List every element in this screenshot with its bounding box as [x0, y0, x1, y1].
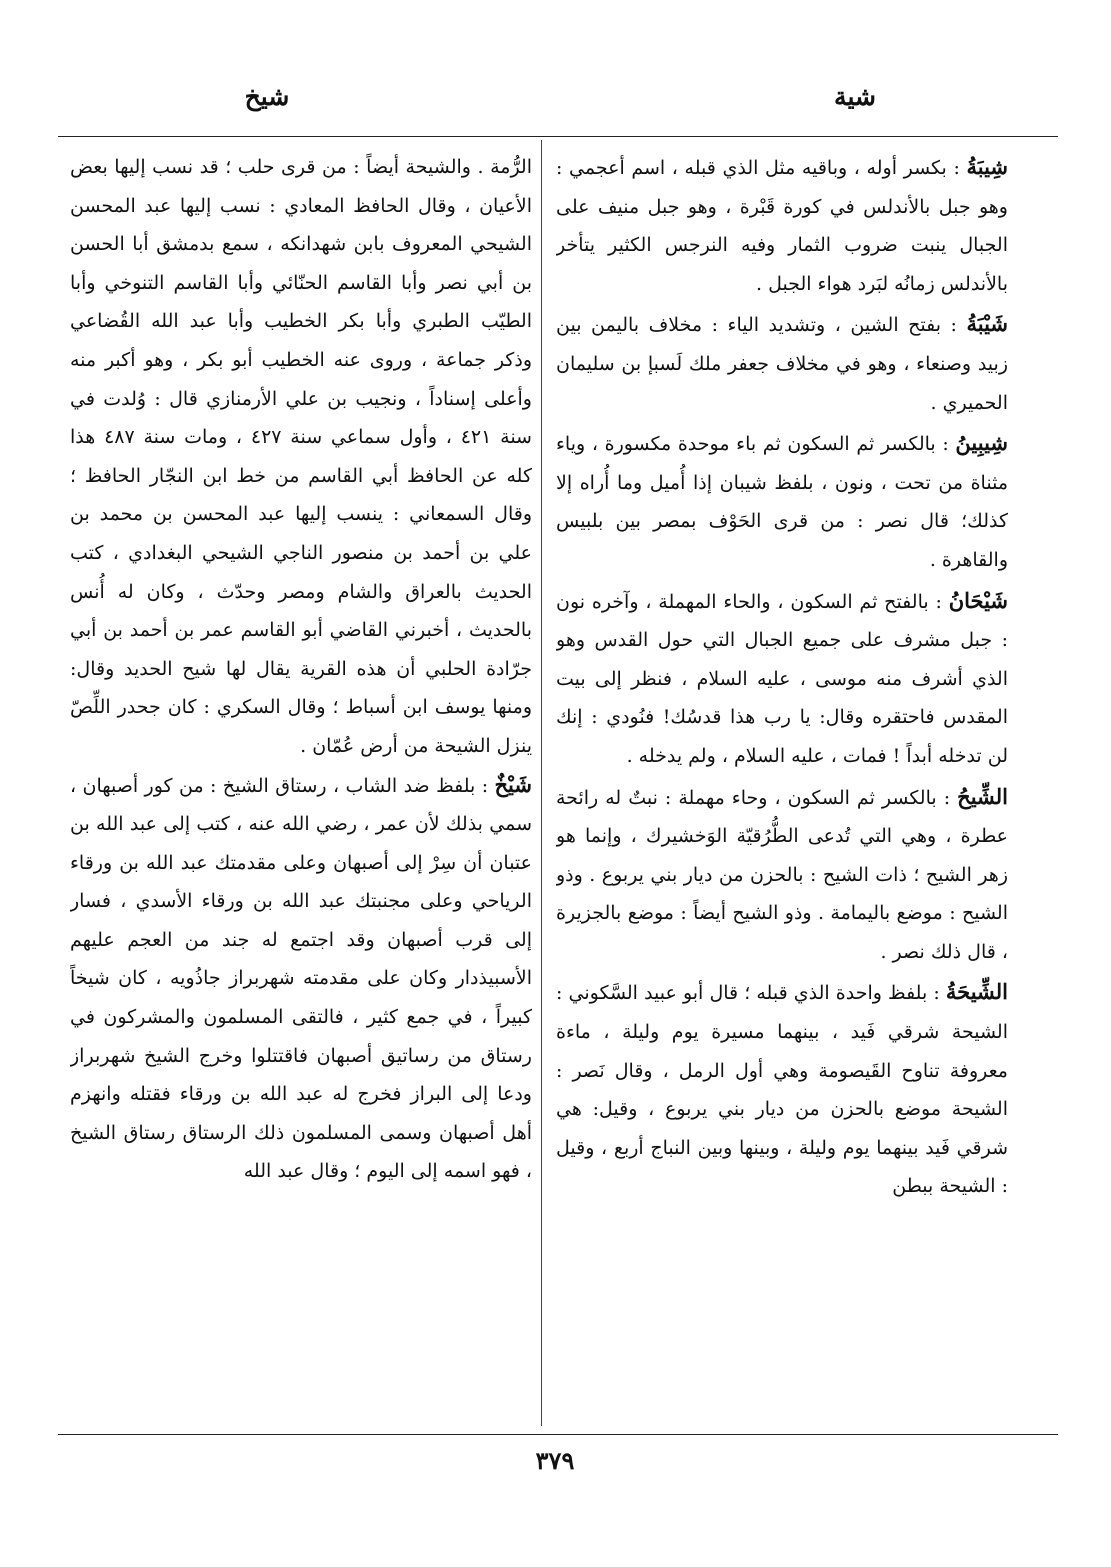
entry-text: بكسر أوله ، وباقيه مثل الذي قبله ، اسم أعجمي : وهو جبل بالأندلس في كورة قَبْرة ، وهو جبل منيف على الجبال ينبت ضروب الثمار وفيه النرجس الكثير يتأخر بالأندلس زمانُه لبَرد هواء الجبل .	[556, 157, 1008, 295]
entry-text: بالفتح ثم السكون ، والحاء المهملة ، وآخره نون : جبل مشرف على جميع الجبال التي حول القدس وهو الذي أشرف منه موسى ، عليه السلام ، فنظر إلى بيت المقدس فاحتقره وقال: يا رب هذا قدسُك! فنُودي : إنك لن تدخله أبداً ! فمات ، عليه السلام ، ولم يدخله .	[556, 590, 1008, 767]
entry-text: بفتح الشين ، وتشديد الياء : مخلاف باليمن بين زبيد وصنعاء ، وهو في مخلاف جعفر ملك لَسبإ بن سليمان الحميري .	[556, 314, 1008, 414]
entry	[556, 424, 1008, 579]
page-number: ٣٧٩	[535, 1446, 575, 1475]
entry	[556, 778, 1008, 972]
entry-text: بالكسر ثم السكون ، وحاء مهملة : نبتٌ له رائحة عطرة ، وهي التي تُدعى الطُّرُقيّة الوَخشيرك ، وإنما هو زهر الشيح ؛ ذات الشيح : بالحزن من ديار بني يربوع . وذو الشيح : موضع باليمامة . وذو الشيح أيضاً : موضع بالجزيرة ، قال ذلك نصر .	[556, 786, 1008, 963]
entry-headword: شِيبِينُ	[955, 430, 1008, 456]
running-header-left: شيخ	[244, 82, 290, 111]
footer-rule	[58, 1434, 1058, 1435]
left-column	[70, 148, 532, 1432]
running-header-right: شية	[834, 82, 876, 111]
entry-headword: شِيبَةُ	[966, 154, 1008, 179]
header-rule	[58, 136, 1058, 137]
entry	[556, 305, 1008, 422]
continuation-text: الرُّمة . والشيحة أيضاً : من قرى حلب ؛ قد نسب إليها بعض الأعيان ، وقال الحافظ المعادي : نسب إليها عبد المحسن الشيحي المعروف بابن شهدانكه ، سمع بدمشق أبا الحسن بن أبي نصر وأبا القاسم الحنّائي وأبا القاسم التنوخي وأبا الطيّب الطبري وأبا بكر الخطيب وأبا عبد الله القُضاعي وذكر جماعة ، وروى عنه الخطيب أبو بكر ، وهو أكبر منه وأعلى إسناداً ، ونجيب بن علي الأرمنازي قال : وُلدت في سنة ٤٢١ ، وأول سماعي سنة ٤٢٧ ، ومات سنة ٤٨٧ هذا كله عن الحافظ أبي القاسم من خط ابن النجّار الحافظ ؛ وقال السمعاني : ينسب إليها عبد المحسن بن محمد بن علي بن أحمد بن منصور الناجي الشيحي البغدادي ، كتب الحديث بالعراق والشام ومصر وحدّث ، وكان له أُنس بالحديث ، أخبرني القاضي أبو القاسم عمر بن أحمد بن أبي جرّادة الحلبي أن هذه القرية يقال لها شيح الحديد وقال: ومنها يوسف ابن أسباط ؛ وقال السكري : كان جحدر اللِّصّ ينزل الشيحة من أرض عُمّان .	[70, 156, 532, 757]
headword-separator: :	[935, 433, 956, 456]
headword-separator: :	[928, 590, 949, 613]
entry	[556, 148, 1008, 303]
entry	[556, 973, 1008, 1206]
entry	[70, 766, 532, 1192]
entry-text: بلفظ واحدة الذي قبله ؛ قال أبو عبيد السَّكوني : الشيحة شرقي فَيد ، بينهما مسيرة يوم وليلة ، ماءة معروفة تناوح القَيصومة وهي أول الرمل ، وقال نَصر : الشيحة موضع بالحزن من ديار بني يربوع ، وقيل: هي شرقي فَيد بينهما يوم وليلة ، وبينها وبين النباج أربع ، وقيل : الشيحة ببطن	[556, 982, 1008, 1198]
entry-headword: شَيْخٌ	[494, 771, 532, 797]
entry-headword: شَيْبَةُ	[966, 311, 1008, 337]
headword-separator: :	[936, 786, 958, 809]
entry	[556, 582, 1008, 776]
column-divider	[541, 140, 542, 1426]
entry-headword: الشِّيحُ	[957, 783, 1008, 809]
headword-separator: :	[927, 982, 946, 1005]
headword-separator: :	[946, 157, 967, 179]
entry-headword: شَيْحَانُ	[948, 587, 1008, 613]
entry-text: بلفظ ضد الشاب ، رستاق الشيخ : من كور أصبهان ، سمي بذلك لأن عمر ، رضي الله عنه ، كتب إلى عبد الله بن عتبان أن سِرْ إلى أصبهان وعلى مقدمتك عبد الله بن ورقاء الرياحي وعلى مجنبتك عبد الله بن ورقاء الأسدي ، فسار إلى قرب أصبهان وقد اجتمع له جند من العجم عليهم الأسبيذدار وكان على مقدمته شهربراز جاذُويه ، كان شيخاً كبيراً ، في جمع كثير ، فالتقى المسلمون والمشركون في رستاق من رساتيق أصبهان فاقتتلوا وخرج الشيخ شهربراز ودعا إلى البراز فخرج له عبد الله بن ورقاء فقتله وانهزم أهل أصبهان وسمى المسلمون ذلك الرستاق رستاق الشيخ ، فهو اسمه إلى اليوم ؛ وقال عبد الله	[70, 774, 532, 1183]
right-column	[556, 148, 1008, 1432]
headword-separator: :	[475, 774, 495, 797]
headword-separator: :	[941, 314, 967, 337]
entry-headword: الشِّيحَةُ	[945, 979, 1008, 1005]
entry-text: بالكسر ثم السكون ثم باء موحدة مكسورة ، وياء مثناة من تحت ، ونون ، بلفظ شيبان إذا أُميل وما أُراه إلا كذلك؛ قال نصر : من قرى الحَوْف بمصر بين بلبيس والقاهرة .	[556, 433, 1008, 571]
